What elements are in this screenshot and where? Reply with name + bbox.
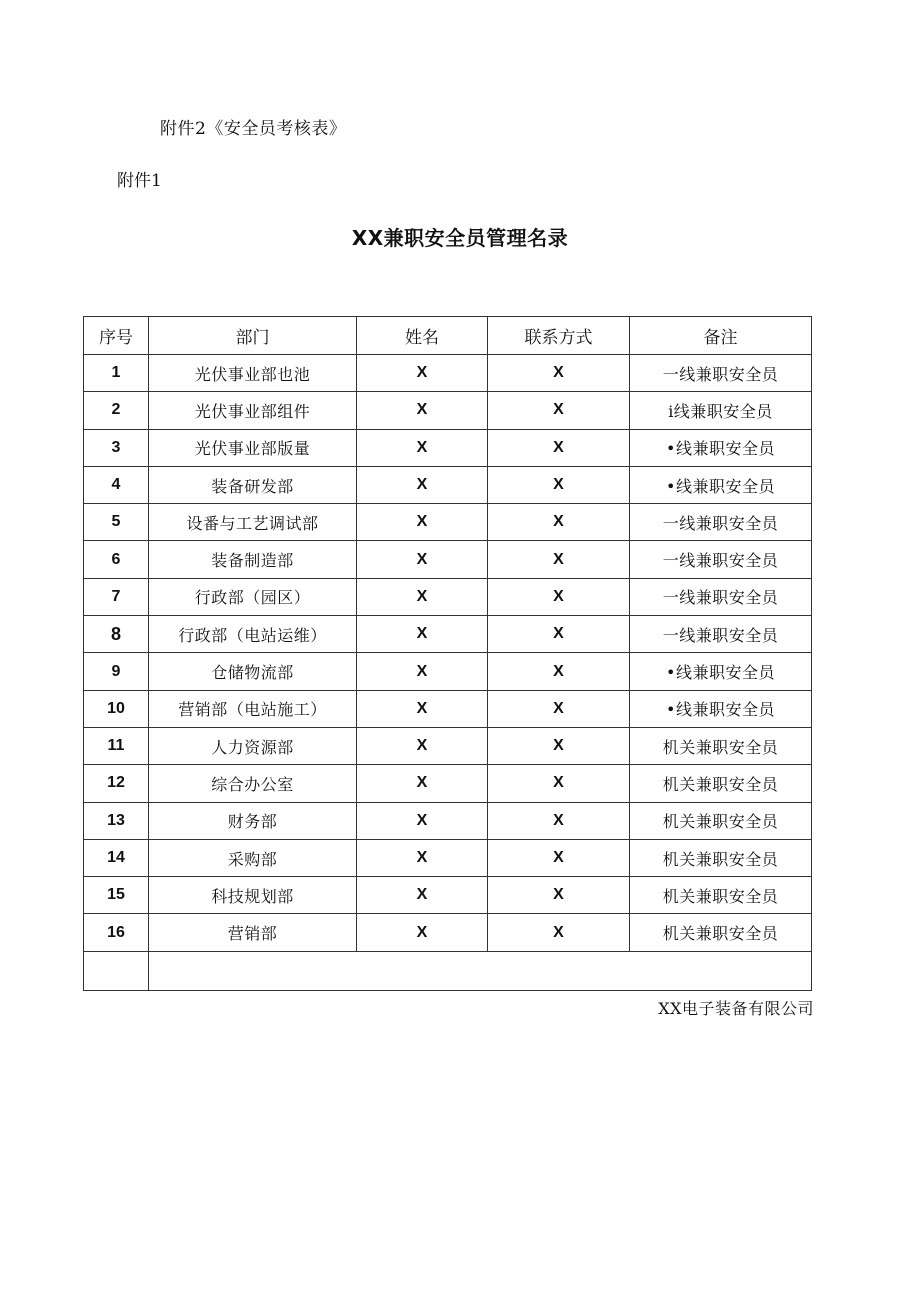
row-remark: 机关兼职安全员 — [630, 877, 812, 914]
empty-cell — [149, 951, 812, 990]
row-number: 7 — [84, 578, 149, 615]
row-name: X — [357, 877, 488, 914]
row-department: 仓储物流部 — [149, 653, 357, 690]
row-number: 11 — [84, 727, 149, 764]
row-name: X — [357, 429, 488, 466]
safety-officer-table — [83, 316, 812, 991]
row-remark: i线兼职安全员 — [630, 392, 812, 429]
row-contact: X — [488, 504, 630, 541]
row-number: 8 — [84, 616, 149, 653]
row-contact: X — [488, 466, 630, 503]
table-row — [84, 504, 812, 541]
row-contact: X — [488, 578, 630, 615]
table-row — [84, 690, 812, 727]
row-name: X — [357, 504, 488, 541]
row-name: X — [357, 690, 488, 727]
row-number: 4 — [84, 466, 149, 503]
row-number: 10 — [84, 690, 149, 727]
row-number: 13 — [84, 802, 149, 839]
document-title: XX兼职安全员管理名录 — [351, 226, 569, 250]
attachment-note: 附件2《安全员考核表》 — [160, 119, 347, 139]
row-number: 16 — [84, 914, 149, 951]
company-name: XX电子装备有限公司 — [658, 999, 814, 1018]
row-contact: X — [488, 877, 630, 914]
header-name: 姓名 — [357, 317, 488, 355]
row-remark: •线兼职安全员 — [630, 466, 812, 503]
table-row — [84, 914, 812, 951]
row-department: 行政部（电站运维） — [149, 616, 357, 653]
row-contact: X — [488, 355, 630, 392]
row-department: 科技规划部 — [149, 877, 357, 914]
row-contact: X — [488, 727, 630, 764]
row-remark: 机关兼职安全员 — [630, 765, 812, 802]
row-department: 人力资源部 — [149, 727, 357, 764]
row-department: 采购部 — [149, 839, 357, 876]
row-remark: 机关兼职安全员 — [630, 839, 812, 876]
header-no: 序号 — [84, 317, 149, 355]
table-row-empty — [84, 951, 812, 990]
row-number: 9 — [84, 653, 149, 690]
row-name: X — [357, 616, 488, 653]
row-remark: •线兼职安全员 — [630, 690, 812, 727]
row-department: 设番与工艺调试部 — [149, 504, 357, 541]
row-name: X — [357, 466, 488, 503]
table-header-row — [84, 317, 812, 355]
row-number: 14 — [84, 839, 149, 876]
row-remark: 一线兼职安全员 — [630, 541, 812, 578]
row-number: 12 — [84, 765, 149, 802]
table-row — [84, 616, 812, 653]
row-department: 装备制造部 — [149, 541, 357, 578]
row-contact: X — [488, 541, 630, 578]
row-number: 2 — [84, 392, 149, 429]
table-row — [84, 877, 812, 914]
header-dept: 部门 — [149, 317, 357, 355]
row-contact: X — [488, 914, 630, 951]
row-name: X — [357, 541, 488, 578]
table-row — [84, 839, 812, 876]
row-remark: 一线兼职安全员 — [630, 504, 812, 541]
row-number: 3 — [84, 429, 149, 466]
row-number: 1 — [84, 355, 149, 392]
row-name: X — [357, 765, 488, 802]
row-contact: X — [488, 653, 630, 690]
row-remark: •线兼职安全员 — [630, 653, 812, 690]
row-name: X — [357, 392, 488, 429]
row-number: 15 — [84, 877, 149, 914]
row-remark: 一线兼职安全员 — [630, 616, 812, 653]
row-contact: X — [488, 839, 630, 876]
row-department: 装备研发部 — [149, 466, 357, 503]
row-contact: X — [488, 392, 630, 429]
table-row — [84, 392, 812, 429]
table-row — [84, 578, 812, 615]
header-contact: 联系方式 — [488, 317, 630, 355]
row-department: 财务部 — [149, 802, 357, 839]
table-row — [84, 653, 812, 690]
attachment-label: 附件1 — [117, 171, 162, 191]
row-contact: X — [488, 616, 630, 653]
row-department: 光伏事业部版量 — [149, 429, 357, 466]
row-contact: X — [488, 429, 630, 466]
row-remark: 机关兼职安全员 — [630, 802, 812, 839]
row-contact: X — [488, 802, 630, 839]
empty-cell — [84, 951, 149, 990]
row-name: X — [357, 802, 488, 839]
table-row — [84, 765, 812, 802]
table-row — [84, 727, 812, 764]
row-department: 光伏事业部组件 — [149, 392, 357, 429]
header-remark: 备注 — [630, 317, 812, 355]
row-name: X — [357, 355, 488, 392]
row-number: 5 — [84, 504, 149, 541]
table-row — [84, 355, 812, 392]
row-remark: 机关兼职安全员 — [630, 727, 812, 764]
row-department: 光伏事业部也池 — [149, 355, 357, 392]
row-name: X — [357, 839, 488, 876]
table-row — [84, 541, 812, 578]
row-department: 综合办公室 — [149, 765, 357, 802]
table-row — [84, 466, 812, 503]
row-name: X — [357, 578, 488, 615]
row-name: X — [357, 727, 488, 764]
row-remark: 机关兼职安全员 — [630, 914, 812, 951]
row-contact: X — [488, 690, 630, 727]
row-name: X — [357, 914, 488, 951]
table-row — [84, 802, 812, 839]
row-number: 6 — [84, 541, 149, 578]
row-department: 行政部（园区） — [149, 578, 357, 615]
row-remark: 一线兼职安全员 — [630, 355, 812, 392]
row-department: 营销部 — [149, 914, 357, 951]
row-name: X — [357, 653, 488, 690]
row-department: 营销部（电站施工） — [149, 690, 357, 727]
table-row — [84, 429, 812, 466]
row-contact: X — [488, 765, 630, 802]
row-remark: •线兼职安全员 — [630, 429, 812, 466]
row-remark: 一线兼职安全员 — [630, 578, 812, 615]
